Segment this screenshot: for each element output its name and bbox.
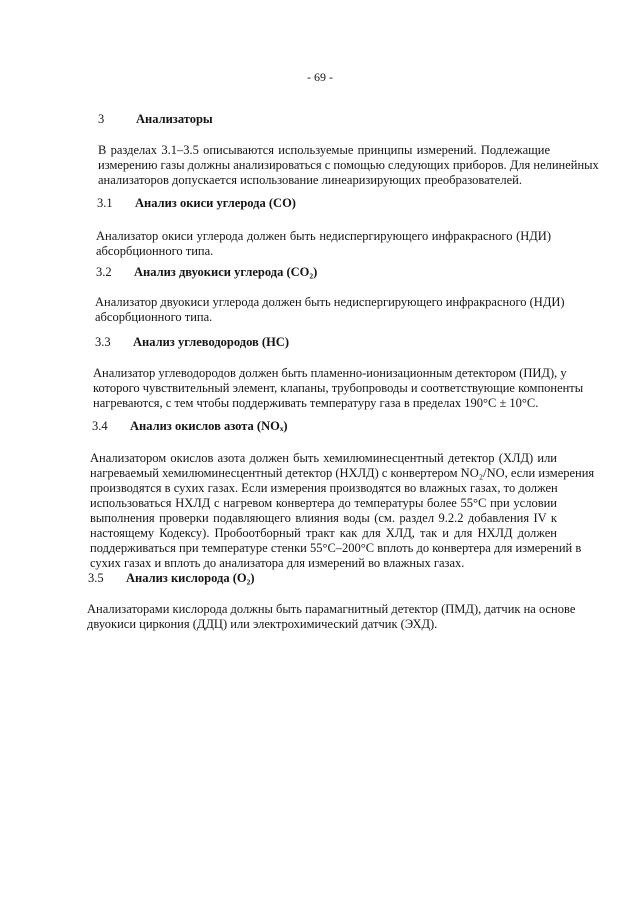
section-3-paragraph	[98, 143, 599, 188]
section-title: Анализ двуокиси углерода (CO₂)	[134, 265, 318, 279]
section-number: 3.4	[92, 419, 108, 433]
section-3-5-paragraph	[87, 602, 576, 632]
section-3-3-heading	[95, 335, 289, 350]
paragraph-line: абсорбционного типа.	[95, 310, 213, 324]
section-number: 3.5	[88, 571, 104, 585]
paragraph-line: Анализатор углеводородов должен быть пламенно-ионизационным детектором (ПИД), у	[93, 366, 567, 380]
section-3-1-heading	[97, 196, 296, 211]
paragraph-line: абсорбционного типа.	[96, 244, 214, 258]
page-number: - 69 -	[307, 70, 333, 84]
paragraph-line: которого чувствительный элемент, клапаны, трубопроводы и соответствующие компоненты	[93, 381, 584, 395]
section-number: 3.2	[96, 265, 112, 279]
paragraph-line: Анализаторами кислорода должны быть парамагнитный детектор (ПМД), датчик на основе	[87, 602, 576, 616]
section-title: Анализ окислов азота (NOₓ)	[130, 419, 288, 433]
section-number: 3.3	[95, 335, 111, 349]
section-3-4-heading	[92, 419, 288, 434]
section-3-5-heading	[88, 571, 255, 586]
section-title: Анализ окиси углерода (CO)	[135, 196, 296, 210]
paragraph-line: Анализатор двуокиси углерода должен быть недиспергирующего инфракрасного (НДИ)	[95, 295, 565, 309]
section-3-4-paragraph	[90, 451, 595, 571]
paragraph-line: Анализатором окислов азота должен быть хемилюминесцентный детектор (ХЛД) или	[90, 451, 557, 465]
paragraph-line: измерению газы должны анализироваться с помощью следующих приборов. Для нелинейных	[98, 158, 599, 172]
paragraph-line: поддерживаться при температуре стенки 55°C–200°C вплоть до конвертера для измерений в	[90, 541, 582, 555]
section-3-1-paragraph	[96, 229, 551, 259]
paragraph-line: нагреваемый хемилюминесцентный детектор (НХЛД) с конвертером NO₂/NO, если измерения	[90, 466, 595, 480]
section-title: Анализ кислорода (O₂)	[126, 571, 255, 585]
paragraph-line: нагреваются, с тем чтобы поддерживать температуру газа в пределах 190°C ± 10°C.	[93, 396, 539, 410]
paragraph-line: выполнения проверки подавляющего влияния воды (см. раздел 9.2.2 добавления IV к	[90, 511, 557, 525]
section-number: 3.1	[97, 196, 113, 210]
section-3-3-paragraph	[93, 366, 584, 411]
paragraph-line: В разделах 3.1–3.5 описываются используемые принципы измерений. Подлежащие	[98, 143, 550, 157]
section-title: Анализ углеводородов (HC)	[133, 335, 289, 349]
paragraph-line: сухих газах и вплоть до анализатора для измерений во влажных газах.	[90, 556, 465, 570]
section-3-heading	[98, 112, 213, 127]
section-3-2-heading	[96, 265, 317, 280]
paragraph-line: анализаторов допускается использование линеаризирующих преобразователей.	[98, 173, 522, 187]
paragraph-line: Анализатор окиси углерода должен быть недиспергирующего инфракрасного (НДИ)	[96, 229, 551, 243]
paragraph-line: использоваться НХЛД с нагревом конвертера до температуры более 55°C при условии	[90, 496, 557, 510]
section-3-2-paragraph	[95, 295, 565, 325]
paragraph-line: двуокиси циркония (ДДЦ) или электрохимический датчик (ЭХД).	[87, 617, 438, 631]
section-title: Анализаторы	[136, 112, 213, 126]
paragraph-line: производятся в сухих газах. Если измерения производятся во влажных газах, то должен	[90, 481, 558, 495]
paragraph-line: настоящему Кодексу). Пробоотборный тракт как для ХЛД, так и для НХЛД должен	[90, 526, 557, 540]
section-number: 3	[98, 112, 105, 126]
